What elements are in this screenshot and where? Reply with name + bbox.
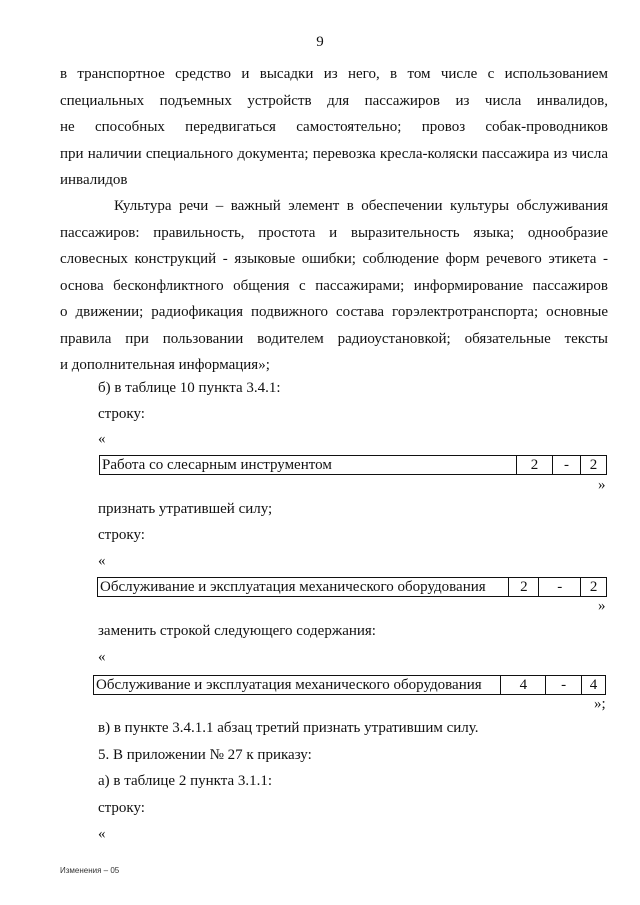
item-a: а) в таблице 2 пункта 3.1.1: — [98, 773, 273, 789]
text-line: о движении; радиофикация подвижного состава горэлектротранспорта; основные — [60, 304, 608, 320]
item-5: 5. В приложении № 27 к приказу: — [98, 747, 312, 763]
table-row — [93, 675, 606, 695]
table-cell-value: - — [538, 578, 580, 596]
table-cell-name: Обслуживание и эксплуатация механического оборудования — [96, 676, 482, 693]
text-line: не способных передвигаться самостоятельно; провоз собак-проводников — [60, 119, 608, 135]
page-number: 9 — [316, 34, 324, 50]
item-b-table10: б) в таблице 10 пункта 3.4.1: — [98, 380, 281, 396]
text-stroku: строку: — [98, 800, 145, 816]
table-row — [97, 577, 607, 597]
close-quote: »; — [594, 696, 606, 712]
table-cell-value: - — [552, 456, 580, 474]
text-line: в транспортное средство и высадки из него, в том числе с использованием — [60, 66, 608, 82]
table-cell-value: - — [545, 676, 581, 694]
table-cell-value: 2 — [516, 456, 552, 474]
text-line: Культура речи – важный элемент в обеспечении культуры обслуживания — [114, 198, 608, 214]
text-line: инвалидов — [60, 172, 128, 188]
text-line: и дополнительная информация»; — [60, 357, 270, 373]
open-quote: « — [98, 553, 106, 569]
table-cell-value: 2 — [580, 578, 606, 596]
paragraph-speech-culture — [60, 193, 608, 379]
table-cell-value: 4 — [500, 676, 545, 694]
text-priznat: признать утратившей силу; — [98, 501, 273, 517]
paragraph-boarding-rules — [60, 61, 608, 194]
open-quote: « — [98, 649, 106, 665]
footer-revision: Изменения – 05 — [60, 866, 120, 875]
text-line: основа бесконфликтного общения с пассажирами; информирование пассажиров — [60, 277, 608, 294]
open-quote: « — [98, 431, 106, 447]
close-quote: » — [598, 477, 606, 493]
text-stroku: строку: — [98, 406, 145, 422]
text-line: специальных подъемных устройств для пассажиров из числа инвалидов, — [60, 92, 608, 109]
table-cell-name: Обслуживание и эксплуатация механического оборудования — [100, 578, 486, 595]
table-cell-value: 2 — [508, 578, 538, 596]
table-row — [99, 455, 607, 475]
text-zamenit: заменить строкой следующего содержания: — [98, 623, 376, 639]
text-line: словесных конструкций - языковые ошибки; соблюдение форм речевого этикета - — [60, 251, 608, 267]
table-cell-value: 2 — [580, 456, 606, 474]
text-line: пассажиров: правильность, простота и выразительность языка; однообразие — [60, 224, 608, 241]
item-v: в) в пункте 3.4.1.1 абзац третий признать утратившим силу. — [98, 720, 479, 736]
text-stroku: строку: — [98, 527, 145, 543]
table-cell-value: 4 — [581, 676, 605, 694]
table-cell-name: Работа со слесарным инструментом — [102, 456, 332, 473]
text-line: при наличии специального документа; перевозка кресла-коляски пассажира из числа — [60, 145, 608, 162]
open-quote: « — [98, 826, 106, 842]
close-quote: » — [598, 598, 606, 614]
text-line: правила при пользовании водителем радиоустановкой; обязательные тексты — [60, 330, 608, 347]
